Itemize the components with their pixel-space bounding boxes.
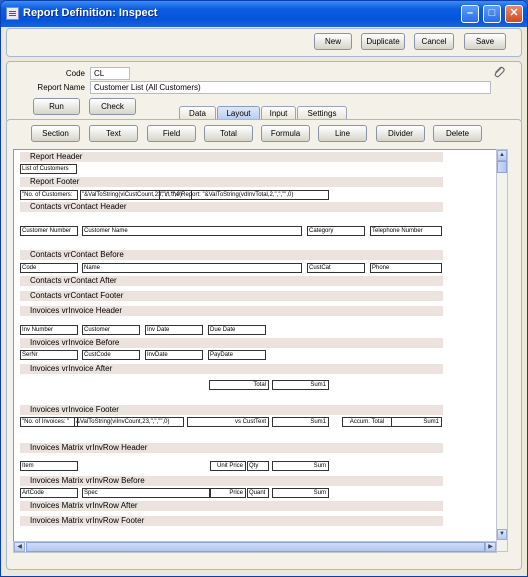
text-customer[interactable]: Customer [82,325,140,335]
tab-layout[interactable]: Layout [217,106,260,120]
save-button[interactable]: Save [464,33,506,50]
text-total[interactable]: Total [209,380,269,390]
report-name-field[interactable]: Customer List (All Customers) [90,81,491,94]
field-sernr[interactable]: SerNr [20,350,78,360]
field-sum[interactable]: Sum [272,488,329,498]
section-matrix-footer[interactable]: Invoices Matrix vrInvRow Footer [20,516,443,526]
text-no-of-invoices[interactable]: "No. of Invoices: " [20,417,78,427]
layout-canvas[interactable] [13,149,497,552]
maximize-icon: □ [488,7,496,19]
section-matrix-header[interactable]: Invoices Matrix vrInvRow Header [20,443,443,453]
section-invoices-footer[interactable]: Invoices vrInvoice Footer [20,405,443,415]
report-name-label: Report Name [37,83,85,92]
field-artcode[interactable]: ArtCode [20,488,78,498]
text-accum-total[interactable]: Accum. Total [342,417,392,427]
horizontal-scrollbar[interactable] [13,541,497,553]
formula-inv-count[interactable]: &ValToString(viInvCount,23,",","",0) [74,417,184,427]
new-button[interactable]: New [314,33,352,50]
field-invdate[interactable]: InvDate [145,350,203,360]
delete-button[interactable]: Delete [433,125,482,142]
cancel-button[interactable]: Cancel [414,33,454,50]
close-icon: ✕ [509,7,519,19]
field-button[interactable]: Field [147,125,196,142]
section-matrix-after[interactable]: Invoices Matrix vrInvRow After [20,501,443,511]
field-spec[interactable]: Spec [82,488,210,498]
divider-button[interactable]: Divider [376,125,425,142]
footer-sum1[interactable]: Sum1 [272,417,329,427]
text-customer-name[interactable]: Customer Name [82,226,302,236]
text-unit-price[interactable]: Unit Price [210,461,246,471]
close-button[interactable] [505,5,523,23]
code-label: Code [65,69,85,78]
text-button[interactable]: Text [89,125,138,142]
formula-cust-count[interactable]: "&ValToString(viCustCount,23,",","",0) [80,190,192,200]
text-category[interactable]: Category [307,226,365,236]
section-report-footer[interactable]: Report Footer [20,177,443,187]
vertical-scroll-thumb[interactable] [497,161,507,173]
section-matrix-before[interactable]: Invoices Matrix vrInvRow Before [20,476,443,486]
scroll-left-arrow-icon[interactable]: ◀ [14,542,25,552]
section-contacts-before[interactable]: Contacts vrContact Before [20,250,443,260]
duplicate-button[interactable]: Duplicate [361,33,405,50]
field-price[interactable]: Price [210,488,246,498]
section-contacts-footer[interactable]: Contacts vrContact Footer [20,291,443,301]
window-title: Report Definition: Inspect [23,7,158,19]
section-invoices-header[interactable]: Invoices vrInvoice Header [20,306,443,316]
total-sum1[interactable]: Sum1 [272,380,329,390]
field-vs-custtext[interactable]: vs CustText [187,417,269,427]
field-paydate[interactable]: PayDate [208,350,266,360]
field-code[interactable]: Code [20,263,78,273]
paperclip-icon[interactable] [492,65,506,79]
section-contacts-header[interactable]: Contacts vrContact Header [20,202,443,212]
text-inv-date[interactable]: Inv Date [145,325,203,335]
field-custcode[interactable]: CustCode [82,350,140,360]
section-invoices-after[interactable]: Invoices vrInvoice After [20,364,443,374]
text-customer-number[interactable]: Customer Number [20,226,78,236]
text-qty[interactable]: Qty [247,461,269,471]
check-button[interactable]: Check [89,98,136,115]
tab-settings[interactable]: Settings [297,106,347,120]
text-no-of-customers[interactable]: "No. of Customers: [20,190,78,200]
report-document-icon [6,7,19,20]
text-list-of-customers[interactable]: List of Customers [20,164,77,174]
section-button[interactable]: Section [31,125,80,142]
minimize-button[interactable] [461,5,479,23]
scroll-up-arrow-icon[interactable]: ▲ [497,150,507,161]
code-field[interactable]: CL [90,67,130,80]
scroll-right-arrow-icon[interactable]: ▶ [485,542,496,552]
minimize-icon: – [466,7,474,19]
text-inv-number[interactable]: Inv Number [20,325,78,335]
maximize-button[interactable] [483,5,501,23]
tab-data[interactable]: Data [179,106,216,120]
field-name[interactable]: Name [82,263,302,273]
horizontal-scroll-thumb[interactable] [26,542,485,552]
field-quant[interactable]: Quant [247,488,269,498]
section-report-header[interactable]: Report Header [20,152,443,162]
section-contacts-after[interactable]: Contacts vrContact After [20,276,443,286]
vertical-scrollbar[interactable] [496,149,508,552]
text-item[interactable]: Item [20,461,78,471]
field-custcat[interactable]: CustCat [307,263,365,273]
section-invoices-before[interactable]: Invoices vrInvoice Before [20,338,443,348]
text-telephone-number[interactable]: Telephone Number [370,226,442,236]
formula-in-the-report[interactable]: " in the Report: "&ValToString(vdInvTotal,2,",","",0) [159,190,329,200]
total-button[interactable]: Total [204,125,253,142]
run-button[interactable]: Run [33,98,80,115]
line-button[interactable]: Line [318,125,367,142]
field-phone[interactable]: Phone [370,263,442,273]
accum-sum1[interactable]: Sum1 [391,417,442,427]
tab-input[interactable]: Input [261,106,296,120]
title-bar[interactable] [1,1,527,27]
formula-button[interactable]: Formula [261,125,310,142]
text-due-date[interactable]: Due Date [208,325,266,335]
text-sum[interactable]: Sum [272,461,329,471]
scroll-down-arrow-icon[interactable]: ▼ [497,529,507,540]
